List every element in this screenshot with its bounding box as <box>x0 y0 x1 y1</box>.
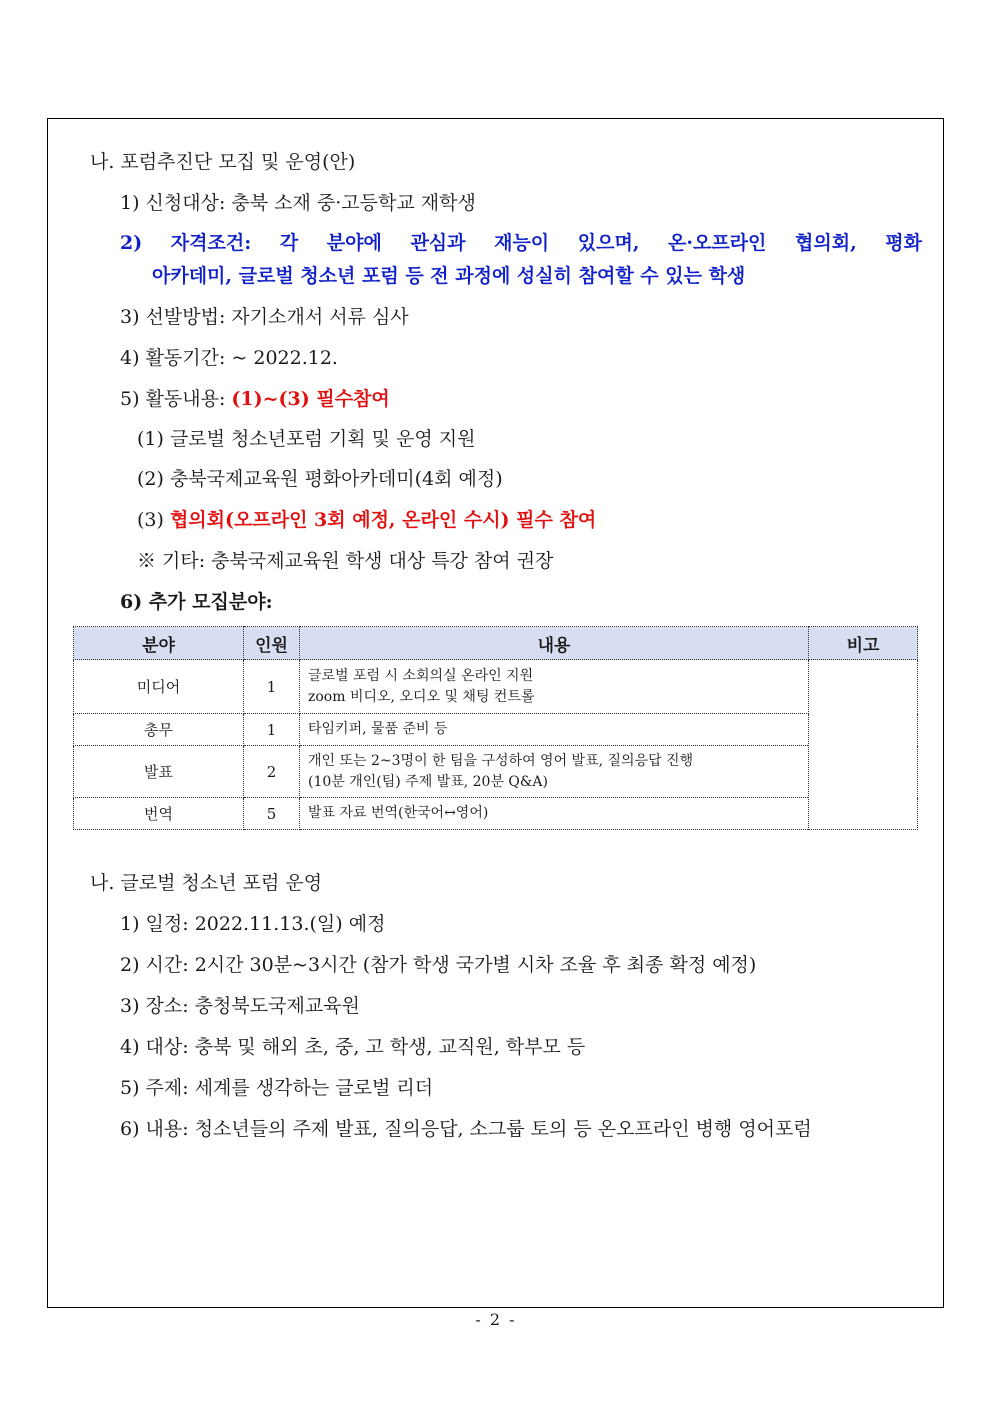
cell-content <box>300 746 809 798</box>
sub-item-council <box>137 508 596 532</box>
table-row <box>74 798 918 830</box>
note-other: ※ 기타: 충북국제교육원 학생 대상 특강 참여 권장 <box>137 550 554 572</box>
table-row <box>74 660 918 714</box>
cell-count: 2 <box>244 746 300 798</box>
item-selection: 3) 선발방법: 자기소개서 서류 심사 <box>120 306 409 328</box>
section2-heading: 나. 글로벌 청소년 포럼 운영 <box>90 872 323 894</box>
sub-item-peace-academy: (2) 충북국제교육원 평화아카데미(4회 예정) <box>137 468 503 490</box>
item-activities-required: (1)~(3) 필수참여 <box>231 388 390 410</box>
cell-field: 번역 <box>74 798 244 830</box>
sub-item-forum-support: (1) 글로벌 청소년포럼 기획 및 운영 지원 <box>137 428 476 450</box>
table-row <box>74 746 918 798</box>
cell-content: 발표 자료 번역(한국어↔영어) <box>300 798 809 830</box>
cell-content-line: 개인 또는 2~3명이 한 팀을 구성하여 영어 발표, 질의응답 진행 <box>308 752 694 769</box>
cell-field: 총무 <box>74 714 244 746</box>
page-number: - 2 - <box>475 1310 517 1329</box>
item-activities-label: 5) 활동내용: <box>120 388 232 410</box>
cell-count: 1 <box>244 714 300 746</box>
cell-content-line: zoom 비디오, 오디오 및 채팅 컨트롤 <box>308 688 535 705</box>
forum-theme: 5) 주제: 세계를 생각하는 글로벌 리더 <box>120 1077 434 1099</box>
item-activities <box>120 387 390 411</box>
cell-content-line: 글로벌 포럼 시 소회의실 온라인 지원 <box>308 667 534 684</box>
forum-time: 2) 시간: 2시간 30분~3시간 (참가 학생 국가별 시차 조율 후 최종 확정 예정) <box>120 954 757 976</box>
cell-content-line: (10분 개인(팀) 주제 발표, 20분 Q&A) <box>308 773 548 790</box>
table-row <box>74 714 918 746</box>
item-qualification-line1: 2) 자격조건: 각 분야에 관심과 재능이 있으며, 온·오프라인 협의회, 평화 <box>120 232 922 254</box>
cell-note <box>809 660 918 830</box>
item-qualification-line2: 아카데미, 글로벌 청소년 포럼 등 전 과정에 성실히 참여할 수 있는 학생 <box>152 265 746 287</box>
forum-audience: 4) 대상: 충북 및 해외 초, 중, 고 학생, 교직원, 학부모 등 <box>120 1036 586 1058</box>
section1-heading: 나. 포럼추진단 모집 및 운영(안) <box>90 151 356 173</box>
cell-field: 발표 <box>74 746 244 798</box>
header-count: 인원 <box>244 627 300 660</box>
sub-item-council-required: 협의회(오프라인 3회 예정, 온라인 수시) 필수 참여 <box>169 509 597 531</box>
item-period: 4) 활동기간: ~ 2022.12. <box>120 347 338 369</box>
forum-content: 6) 내용: 청소년들의 주제 발표, 질의응답, 소그룹 토의 등 온오프라인 병행 영어포럼 <box>120 1118 812 1140</box>
header-content: 내용 <box>300 627 809 660</box>
sub-item-council-prefix: (3) <box>137 509 170 531</box>
item-eligibility: 1) 신청대상: 충북 소재 중·고등학교 재학생 <box>120 192 476 214</box>
header-field: 분야 <box>74 627 244 660</box>
item-additional-fields: 6) 추가 모집분야: <box>120 591 273 613</box>
table-header-row <box>74 627 918 660</box>
cell-content: 타임키퍼, 물품 준비 등 <box>300 714 809 746</box>
header-note: 비고 <box>809 627 918 660</box>
cell-field: 미디어 <box>74 660 244 714</box>
recruitment-table <box>73 626 918 830</box>
forum-schedule: 1) 일정: 2022.11.13.(일) 예정 <box>120 913 386 935</box>
forum-place: 3) 장소: 충청북도국제교육원 <box>120 995 360 1017</box>
cell-count: 1 <box>244 660 300 714</box>
cell-content <box>300 660 809 714</box>
cell-count: 5 <box>244 798 300 830</box>
